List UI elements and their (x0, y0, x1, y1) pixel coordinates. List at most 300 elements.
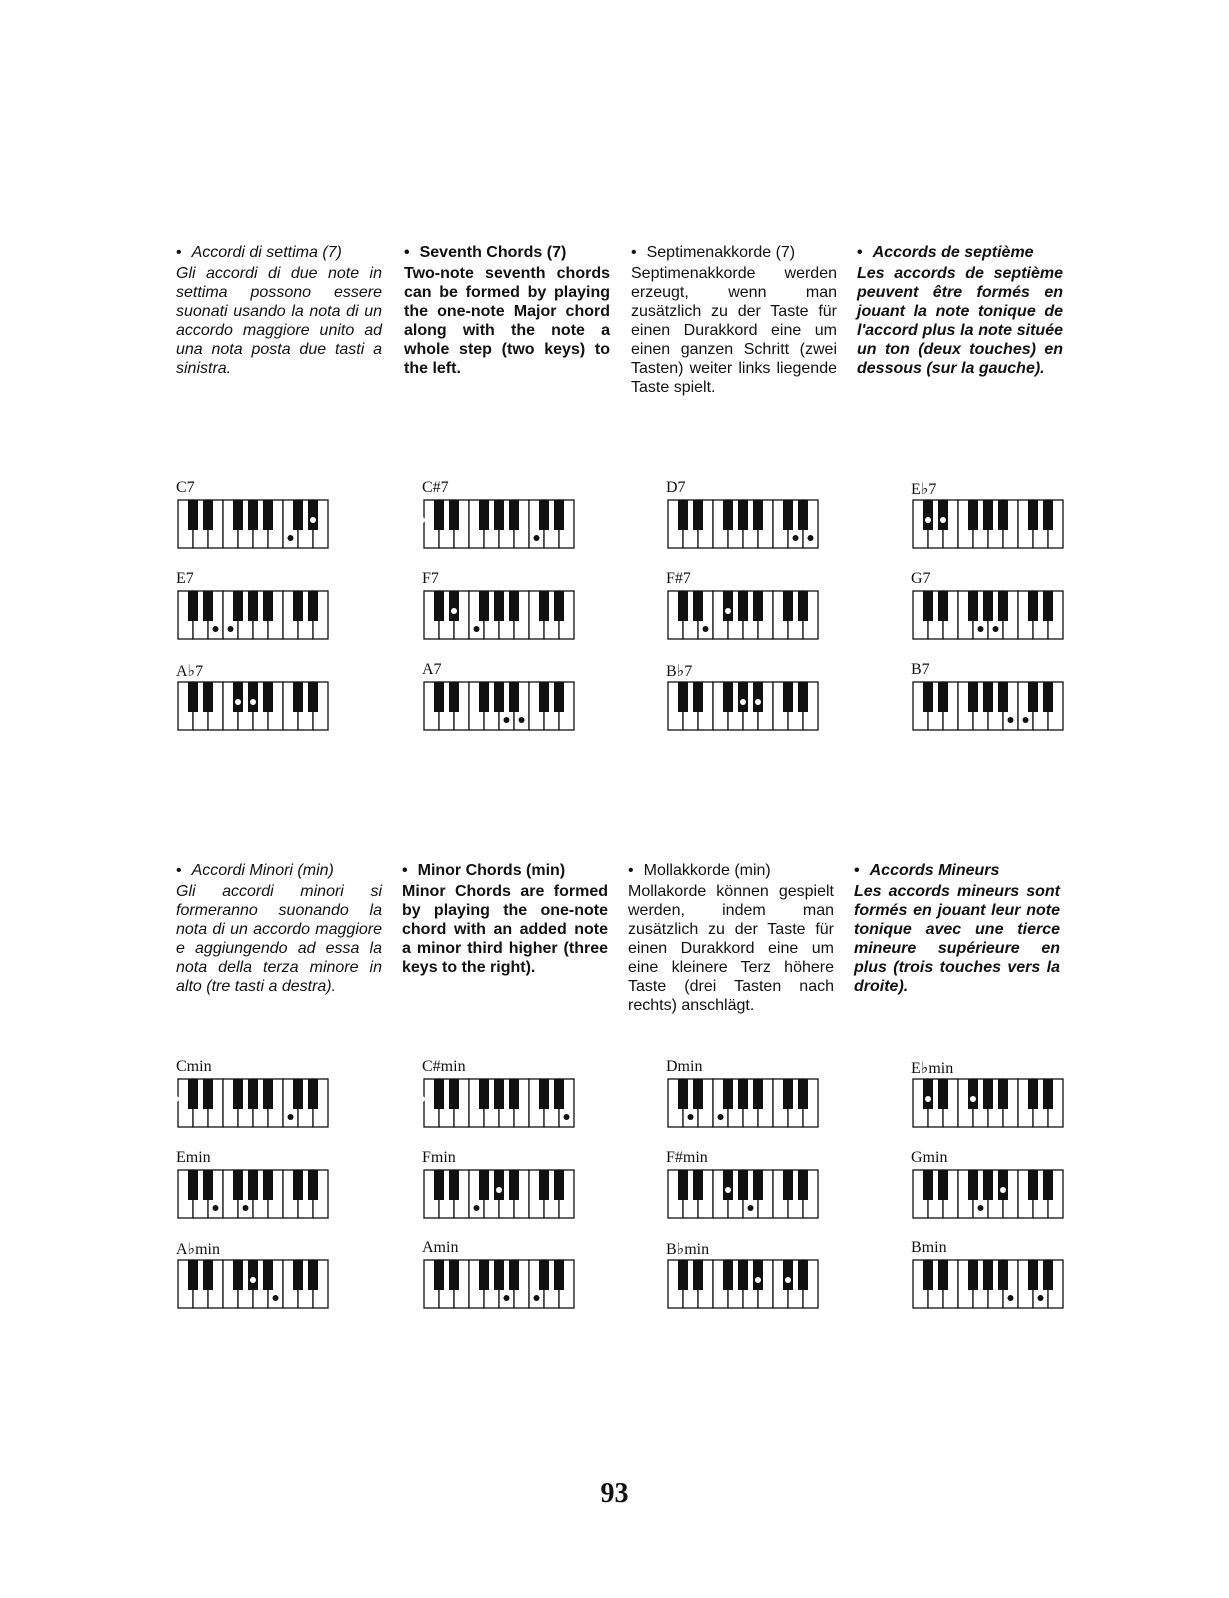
black-key (188, 591, 198, 621)
black-key (449, 1260, 459, 1290)
key-dot-marker (755, 1277, 761, 1283)
key-dot-marker (451, 608, 457, 614)
black-key (983, 1170, 993, 1200)
black-key (509, 591, 519, 621)
black-key (434, 1260, 444, 1290)
black-key (449, 1170, 459, 1200)
black-key (938, 1260, 948, 1290)
key-dot-marker (993, 626, 999, 632)
black-key (449, 591, 459, 621)
black-key (968, 682, 978, 712)
keyboard-diagram (176, 499, 330, 549)
key-dot-marker (213, 1205, 219, 1211)
black-key (753, 1170, 763, 1200)
chord-diagram (911, 1239, 1071, 1309)
keyboard-diagram (666, 590, 820, 640)
black-key (263, 1170, 273, 1200)
black-key (203, 591, 213, 621)
black-key (188, 1170, 198, 1200)
keyboard-diagram (176, 590, 330, 640)
black-key (479, 1170, 489, 1200)
chord-name: G7 (911, 570, 931, 587)
column-heading: Accords Mineurs (869, 862, 1000, 879)
column-heading: Minor Chords (min) (417, 862, 566, 879)
chord-name: A♭min (176, 1241, 220, 1258)
black-key (554, 682, 564, 712)
black-key (968, 1170, 978, 1200)
key-dot-marker (688, 1114, 694, 1120)
black-key (293, 1260, 303, 1290)
black-key (308, 591, 318, 621)
black-key (263, 1260, 273, 1290)
keyboard-diagram (666, 681, 820, 731)
column-text: Les accords mineurs sont formés en jouant leur note tonique avec une tierce mineure supérieure en plus (trois touches vers la droite). (854, 883, 1060, 995)
keyboard-diagram (422, 681, 576, 731)
black-key (798, 500, 808, 530)
black-key (494, 1079, 504, 1109)
black-key (434, 1079, 444, 1109)
black-key (554, 1260, 564, 1290)
black-key (449, 682, 459, 712)
black-key (494, 682, 504, 712)
black-key (539, 1079, 549, 1109)
key-dot-marker (740, 699, 746, 705)
black-key (293, 591, 303, 621)
black-key (783, 682, 793, 712)
black-key (479, 682, 489, 712)
key-dot-marker (978, 626, 984, 632)
chord-name: F7 (422, 570, 439, 587)
black-key (923, 682, 933, 712)
black-key (723, 591, 733, 621)
key-dot-marker (273, 1295, 279, 1301)
black-key (798, 682, 808, 712)
black-key (203, 1170, 213, 1200)
black-key (738, 1079, 748, 1109)
black-key (188, 682, 198, 712)
black-key (923, 1079, 933, 1109)
black-key (233, 1170, 243, 1200)
black-key (723, 1260, 733, 1290)
black-key (968, 591, 978, 621)
black-key (938, 1170, 948, 1200)
english-column (402, 861, 608, 977)
black-key (494, 591, 504, 621)
black-key (723, 1170, 733, 1200)
chord-diagram (422, 570, 582, 640)
chord-name: Emin (176, 1149, 211, 1166)
chord-diagram (176, 1239, 336, 1309)
chord-diagram (422, 1239, 582, 1309)
black-key (798, 1170, 808, 1200)
black-key (1028, 1170, 1038, 1200)
black-key (539, 1260, 549, 1290)
black-key (938, 591, 948, 621)
chord-diagram (666, 1149, 826, 1219)
chord-diagram (176, 1149, 336, 1219)
black-key (509, 1079, 519, 1109)
bullet-icon: • (176, 862, 182, 879)
keyboard-diagram (422, 590, 576, 640)
chord-name: C7 (176, 479, 195, 496)
black-key (983, 682, 993, 712)
key-dot-marker (940, 517, 946, 523)
black-key (449, 500, 459, 530)
key-dot-marker (785, 1277, 791, 1283)
keyboard-diagram (176, 1169, 330, 1219)
chord-name: Bmin (911, 1239, 947, 1256)
chord-name: C#min (422, 1058, 466, 1075)
italian-column (176, 861, 382, 996)
keyboard-diagram (911, 1259, 1065, 1309)
chord-name: F#7 (666, 570, 691, 587)
black-key (723, 682, 733, 712)
black-key (1028, 682, 1038, 712)
black-key (539, 500, 549, 530)
column-heading: Septimenakkorde (7) (646, 244, 796, 261)
black-key (479, 1079, 489, 1109)
black-key (1043, 1260, 1053, 1290)
black-key (308, 682, 318, 712)
black-key (308, 500, 318, 530)
key-dot-marker (970, 1096, 976, 1102)
black-key (203, 1079, 213, 1109)
key-dot-marker (1008, 1295, 1014, 1301)
black-key (188, 1260, 198, 1290)
black-key (233, 500, 243, 530)
black-key (248, 1260, 258, 1290)
black-key (554, 1079, 564, 1109)
black-key (233, 1079, 243, 1109)
key-dot-marker (1038, 1295, 1044, 1301)
keyboard-diagram (176, 1078, 330, 1128)
black-key (738, 682, 748, 712)
chord-name: Fmin (422, 1149, 456, 1166)
keyboard-diagram (666, 499, 820, 549)
black-key (783, 1170, 793, 1200)
black-key (509, 682, 519, 712)
keyboard-diagram (911, 1078, 1065, 1128)
black-key (1043, 500, 1053, 530)
chord-diagram (176, 479, 336, 549)
black-key (203, 682, 213, 712)
black-key (248, 1079, 258, 1109)
black-key (783, 1260, 793, 1290)
keyboard-diagram (666, 1078, 820, 1128)
key-dot-marker (793, 535, 799, 541)
german-column (631, 243, 837, 397)
black-key (188, 500, 198, 530)
french-column (857, 243, 1063, 378)
key-dot-marker (725, 608, 731, 614)
italian-column (176, 243, 382, 378)
key-dot-marker (978, 1205, 984, 1211)
black-key (938, 500, 948, 530)
chord-diagram (176, 661, 336, 731)
black-key (693, 1260, 703, 1290)
column-text: Two-note seventh chords can be formed by playing the one-note Major chord along with the note a whole step (two keys) to the left. (404, 265, 610, 377)
key-dot-marker (725, 1187, 731, 1193)
black-key (494, 1170, 504, 1200)
column-text: Les accords de septième peuvent être formés en jouant la note tonique de l'accord plus la note située un ton (deux touches) en dessous (sur la gauche). (857, 265, 1063, 377)
black-key (308, 1079, 318, 1109)
chord-name: B♭7 (666, 663, 693, 680)
chord-name: D7 (666, 479, 686, 496)
keyboard-diagram (911, 499, 1065, 549)
black-key (678, 500, 688, 530)
key-dot-marker (250, 699, 256, 705)
bullet-icon: • (176, 244, 182, 261)
minor-section (176, 861, 1076, 1331)
key-dot-marker (243, 1205, 249, 1211)
chord-name: E7 (176, 570, 194, 587)
black-key (798, 591, 808, 621)
chord-diagram (666, 479, 826, 549)
black-key (923, 1260, 933, 1290)
key-dot-marker (519, 717, 525, 723)
black-key (738, 1170, 748, 1200)
black-key (1043, 1079, 1053, 1109)
black-key (738, 591, 748, 621)
black-key (479, 1260, 489, 1290)
column-heading: Seventh Chords (7) (419, 244, 567, 261)
key-dot-marker (1000, 1187, 1006, 1193)
black-key (738, 500, 748, 530)
keyboard-diagram (911, 681, 1065, 731)
bullet-icon: • (631, 244, 637, 261)
black-key (923, 591, 933, 621)
chord-name: Amin (422, 1239, 459, 1256)
black-key (693, 500, 703, 530)
column-heading: Accords de septième (872, 244, 1034, 261)
black-key (449, 1079, 459, 1109)
black-key (1028, 591, 1038, 621)
seventh-section (176, 243, 1076, 763)
key-dot-marker (534, 535, 540, 541)
chord-diagram (911, 479, 1071, 549)
black-key (494, 500, 504, 530)
black-key (434, 1170, 444, 1200)
black-key (188, 1079, 198, 1109)
chord-name: Gmin (911, 1149, 948, 1166)
column-heading: Accordi di settima (7) (191, 244, 342, 261)
black-key (753, 500, 763, 530)
black-key (968, 1260, 978, 1290)
key-dot-marker (748, 1205, 754, 1211)
chord-name: Cmin (176, 1058, 212, 1075)
bullet-icon: • (854, 862, 860, 879)
black-key (938, 682, 948, 712)
black-key (998, 1079, 1008, 1109)
chord-diagram (422, 479, 582, 549)
black-key (233, 591, 243, 621)
key-dot-marker (1008, 717, 1014, 723)
black-key (998, 500, 1008, 530)
black-key (938, 1079, 948, 1109)
key-dot-marker (474, 1205, 480, 1211)
english-column (404, 243, 610, 378)
black-key (539, 682, 549, 712)
bullet-icon: • (402, 862, 408, 879)
black-key (693, 591, 703, 621)
black-key (1028, 500, 1038, 530)
key-dot-marker (310, 517, 316, 523)
black-key (248, 682, 258, 712)
key-dot-marker (250, 1277, 256, 1283)
black-key (753, 591, 763, 621)
key-dot-marker (496, 1187, 502, 1193)
key-dot-marker (534, 1295, 540, 1301)
keyboard-diagram (422, 499, 576, 549)
keyboard-diagram (666, 1259, 820, 1309)
black-key (1043, 1170, 1053, 1200)
key-dot-marker (213, 626, 219, 632)
black-key (494, 1260, 504, 1290)
black-key (293, 682, 303, 712)
black-key (998, 682, 1008, 712)
chord-diagram (666, 570, 826, 640)
black-key (753, 1260, 763, 1290)
black-key (983, 1260, 993, 1290)
column-text: Mollakorde können gespielt werden, indem man zusätzlich zu der Taste für einen Durakkord eine um eine kleinere Terz höhere Taste (drei Tasten nach rechts) anschlägt. (628, 883, 834, 1014)
keyboard-diagram (422, 1169, 576, 1219)
black-key (983, 500, 993, 530)
keyboard-diagram (176, 681, 330, 731)
black-key (203, 500, 213, 530)
column-text: Septimenakkorde werden erzeugt, wenn man zusätzlich zu der Taste für einen Durakkord eine um einen ganzen Schritt (zwei Tasten) weiter links liegende Taste spielt. (631, 265, 837, 396)
black-key (998, 1260, 1008, 1290)
black-key (308, 1260, 318, 1290)
black-key (723, 500, 733, 530)
key-dot-marker (925, 517, 931, 523)
chord-diagram (911, 570, 1071, 640)
chord-name: C#7 (422, 479, 449, 496)
black-key (539, 1170, 549, 1200)
black-key (479, 500, 489, 530)
keyboard-diagram (176, 1259, 330, 1309)
key-dot-marker (504, 1295, 510, 1301)
black-key (263, 591, 273, 621)
key-dot-marker (808, 535, 814, 541)
bullet-icon: • (857, 244, 863, 261)
key-dot-marker (755, 699, 761, 705)
black-key (783, 500, 793, 530)
keyboard-diagram (911, 1169, 1065, 1219)
black-key (923, 1170, 933, 1200)
key-dot-marker (718, 1114, 724, 1120)
black-key (968, 1079, 978, 1109)
black-key (479, 591, 489, 621)
black-key (554, 1170, 564, 1200)
black-key (434, 500, 444, 530)
chord-diagram (911, 1058, 1071, 1128)
black-key (783, 1079, 793, 1109)
black-key (983, 1079, 993, 1109)
key-dot-marker (288, 1114, 294, 1120)
black-key (293, 500, 303, 530)
key-dot-marker (925, 1096, 931, 1102)
chord-name: A♭7 (176, 663, 204, 680)
chord-name: B♭min (666, 1241, 710, 1258)
key-dot-marker (703, 626, 709, 632)
black-key (233, 1260, 243, 1290)
black-key (248, 500, 258, 530)
chord-diagram (666, 1058, 826, 1128)
black-key (968, 500, 978, 530)
column-text: Minor Chords are formed by playing the one-note chord with an added note a minor third higher (three keys to the right). (402, 883, 608, 976)
page-number: 93 (600, 1478, 629, 1509)
black-key (998, 591, 1008, 621)
chord-diagram (911, 1149, 1071, 1219)
black-key (248, 591, 258, 621)
key-dot-marker (1023, 717, 1029, 723)
black-key (263, 1079, 273, 1109)
key-dot-marker (474, 626, 480, 632)
chord-diagram (666, 1239, 826, 1309)
column-text: Gli accordi minori si formeranno suonando la nota di un accordo maggiore e aggiungendo ad essa la nota della terza minore in alto (tre tasti a destra). (176, 883, 382, 995)
chord-name: A7 (422, 661, 442, 678)
black-key (923, 500, 933, 530)
chord-name: E♭min (911, 1060, 954, 1077)
black-key (293, 1079, 303, 1109)
black-key (263, 682, 273, 712)
black-key (434, 591, 444, 621)
black-key (693, 682, 703, 712)
black-key (798, 1260, 808, 1290)
keyboard-diagram (422, 1078, 576, 1128)
column-text: Gli accordi di due note in settima possono essere suonati usando la nota di un accordo maggiore unito ad una nota posta due tasti a sinistra. (176, 265, 382, 377)
chord-diagram (422, 1149, 582, 1219)
chord-diagram (911, 661, 1071, 731)
column-heading: Mollakkorde (min) (643, 862, 771, 879)
chord-diagram (422, 661, 582, 731)
black-key (738, 1260, 748, 1290)
black-key (723, 1079, 733, 1109)
chord-diagram (666, 661, 826, 731)
chord-name: Dmin (666, 1058, 703, 1075)
black-key (678, 1260, 688, 1290)
black-key (678, 682, 688, 712)
chord-diagram (176, 570, 336, 640)
black-key (1028, 1079, 1038, 1109)
chord-name: F#min (666, 1149, 708, 1166)
black-key (983, 591, 993, 621)
black-key (263, 500, 273, 530)
chord-diagram (176, 1058, 336, 1128)
black-key (753, 682, 763, 712)
black-key (203, 1260, 213, 1290)
black-key (678, 591, 688, 621)
key-dot-marker (235, 699, 241, 705)
key-dot-marker (564, 1114, 570, 1120)
black-key (998, 1170, 1008, 1200)
black-key (798, 1079, 808, 1109)
black-key (693, 1170, 703, 1200)
black-key (678, 1079, 688, 1109)
black-key (753, 1079, 763, 1109)
black-key (1043, 591, 1053, 621)
bullet-icon: • (628, 862, 634, 879)
key-dot-marker (288, 535, 294, 541)
bullet-icon: • (404, 244, 410, 261)
black-key (554, 591, 564, 621)
black-key (434, 682, 444, 712)
chord-diagram (422, 1058, 582, 1128)
black-key (509, 500, 519, 530)
black-key (554, 500, 564, 530)
german-column (628, 861, 834, 1015)
black-key (1028, 1260, 1038, 1290)
